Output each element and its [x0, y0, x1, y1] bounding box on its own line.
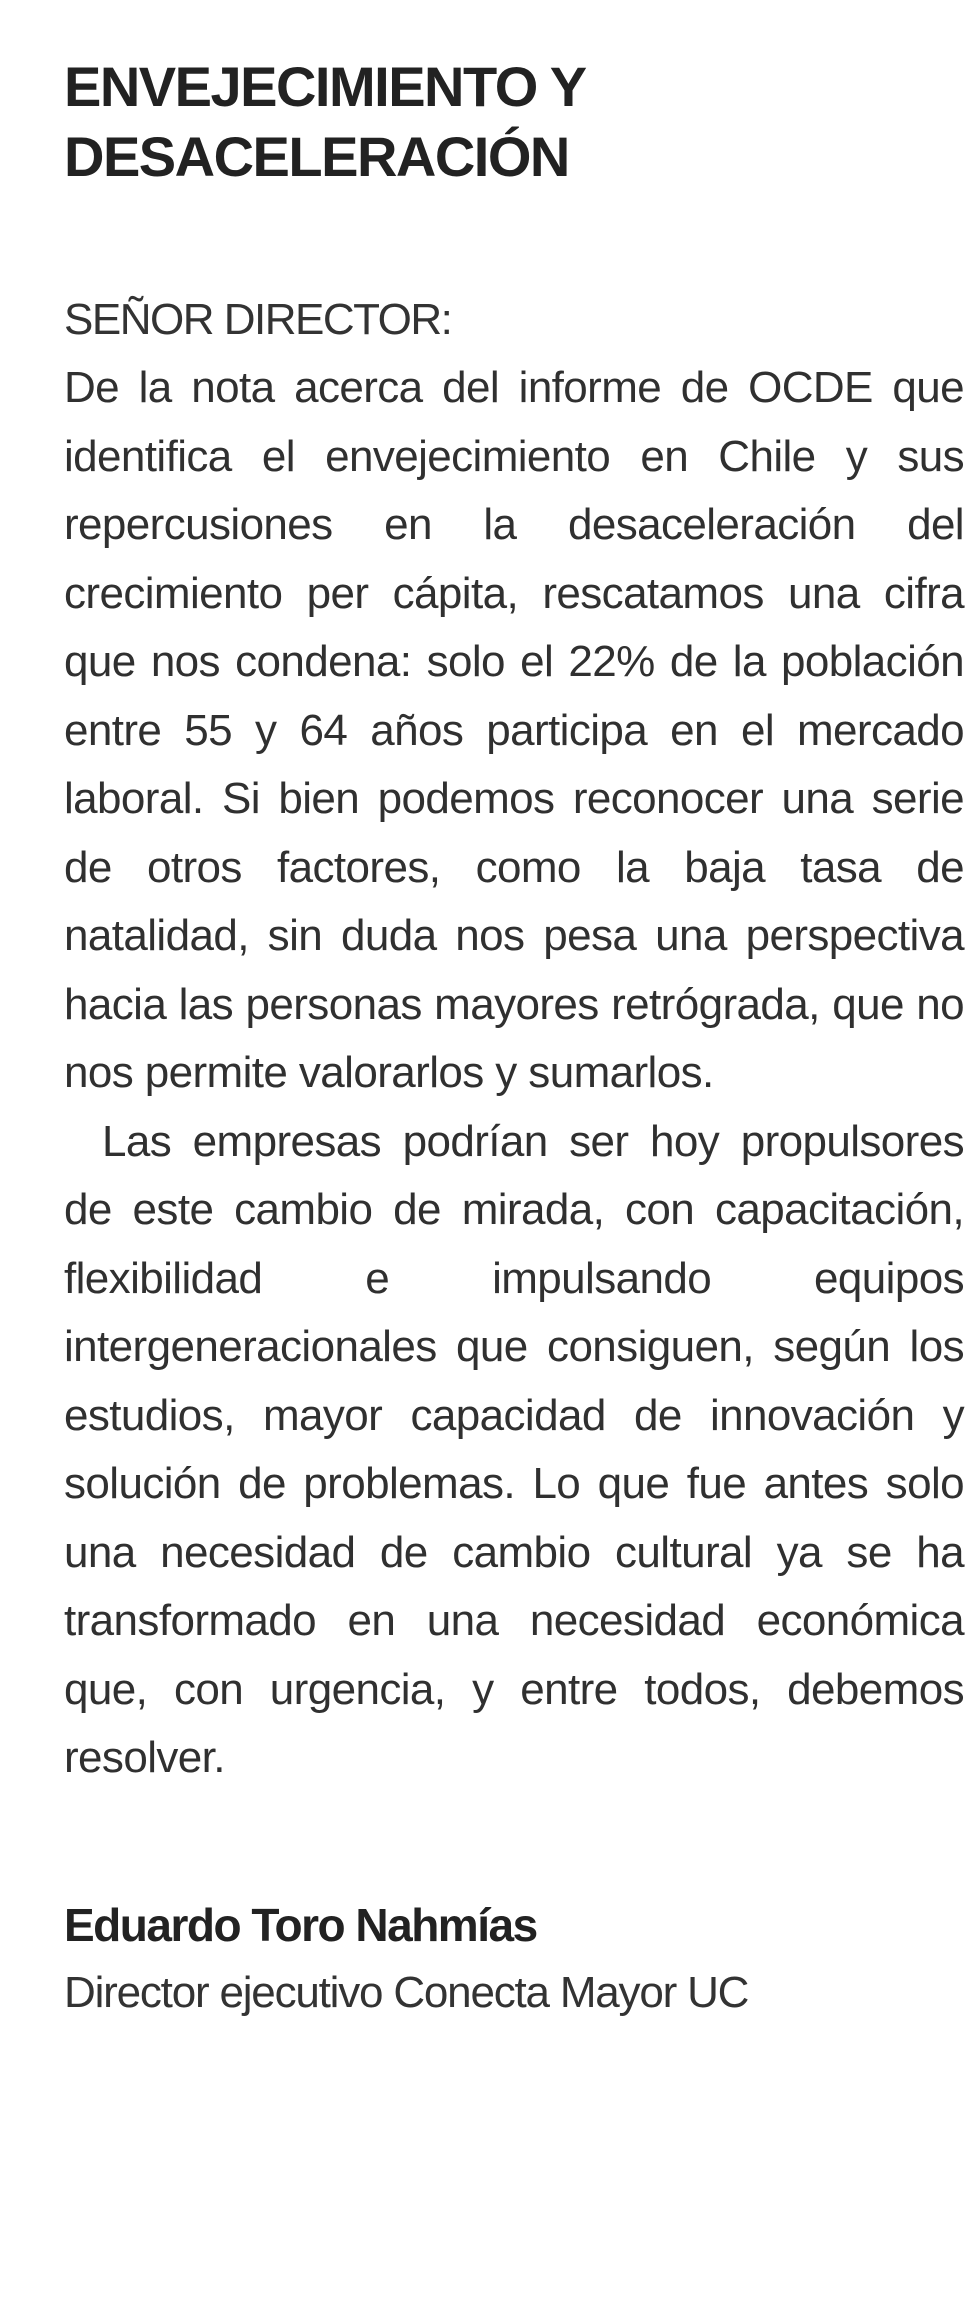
letter-to-editor [64, 52, 964, 2029]
author-name: Eduardo Toro Nahmías [64, 1898, 537, 1951]
headline-line-2: DESACELERACIÓN [64, 125, 569, 188]
body-paragraph-1: De la nota acerca del informe de OCDE que identifica el envejecimiento en Chile y sus repercusiones en la desaceleración del crecimiento per cápita, rescatamos una cifra que nos condena: solo el 22% de la población entre 55 y 64 años participa en el mercado laboral. Si bien podemos reconocer una serie de otros factores, como la baja tasa de natalidad, sin duda nos pesa una perspectiva hacia las personas mayores retrógrada, que no nos permite valorarlos y sumarlos. [64, 363, 964, 1097]
signature [64, 1893, 964, 2029]
body-paragraph-2: Las empresas podrían ser hoy propulsores de este cambio de mirada, con capacitación, flexibilidad e impulsando equipos intergeneracionales que consiguen, según los estudios, mayor capacidad de innovación y solución de problemas. Lo que fue antes solo una necesidad de cambio cultural ya se ha transformado en una necesidad económica que, con urgencia, y entre todos, debemos resolver. [64, 1116, 964, 1782]
salutation: SEÑOR DIRECTOR: [64, 295, 452, 344]
headline [64, 52, 964, 192]
headline-line-1: ENVEJECIMIENTO Y [64, 55, 586, 118]
author-role: Director ejecutivo Conecta Mayor UC [64, 1967, 749, 2017]
